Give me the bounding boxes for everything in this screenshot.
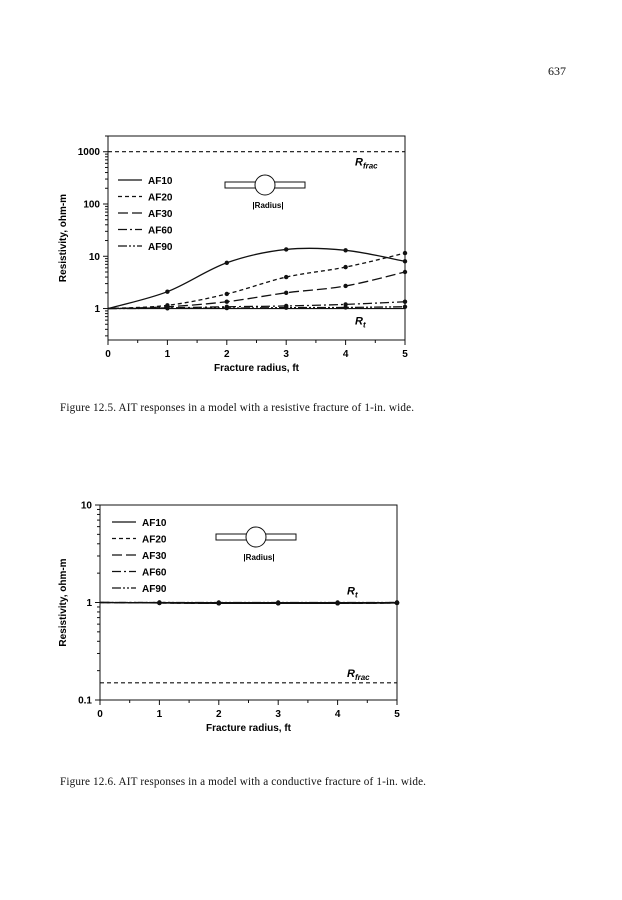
x-tick-label: 0 bbox=[105, 349, 111, 360]
annotation-label-frac: $R_{frac}$ bbox=[355, 156, 378, 171]
legend-label-af60: AF60 bbox=[142, 567, 167, 579]
legend-label-af60: AF60 bbox=[148, 225, 173, 237]
x-tick-label: 1 bbox=[164, 349, 171, 360]
legend-label-af90: AF90 bbox=[148, 242, 173, 253]
data-point-af90 bbox=[276, 600, 280, 604]
x-tick-label: 3 bbox=[275, 709, 281, 720]
x-tick-label: 1 bbox=[156, 709, 163, 720]
x-tick-label: 0 bbox=[97, 709, 103, 720]
x-tick-label: 5 bbox=[402, 349, 408, 360]
y-tick-label: 1 bbox=[94, 304, 100, 316]
y-tick-label: 10 bbox=[80, 500, 92, 512]
x-tick-label: 4 bbox=[342, 349, 349, 360]
x-tick-label: 2 bbox=[216, 709, 222, 720]
x-axis-title: Fracture radius, ft bbox=[205, 723, 292, 734]
figure-12-5-caption: Figure 12.5. AIT responses in a model with a resistive fracture of 1-in. wide. bbox=[60, 402, 415, 414]
borehole-circle-icon bbox=[246, 527, 266, 547]
inset-radius-label: |Radius| bbox=[252, 201, 284, 210]
legend-label-af10: AF10 bbox=[148, 176, 173, 187]
legend-label-af20: AF20 bbox=[148, 192, 173, 204]
legend-label-af10: AF10 bbox=[142, 518, 167, 529]
y-tick-label: 0.1 bbox=[78, 695, 92, 707]
legend-label-af90: AF90 bbox=[142, 584, 167, 595]
legend-label-af30: AF30 bbox=[148, 209, 173, 220]
y-tick-label: 1000 bbox=[77, 147, 100, 159]
data-point-af90 bbox=[217, 600, 221, 604]
x-tick-label: 2 bbox=[224, 349, 230, 360]
x-tick-label: 3 bbox=[283, 349, 289, 360]
annotation-label-t: $R_t$ bbox=[347, 585, 358, 600]
legend-label-af30: AF30 bbox=[142, 551, 167, 562]
data-point-af90 bbox=[335, 600, 339, 604]
data-point-af90 bbox=[395, 600, 399, 604]
y-tick-label: 10 bbox=[88, 251, 100, 263]
inset-radius-label: |Radius| bbox=[243, 553, 275, 562]
figure-12-6-caption: Figure 12.6. AIT responses in a model with a conductive fracture of 1-in. wide. bbox=[60, 776, 427, 788]
legend-label-af20: AF20 bbox=[142, 534, 167, 546]
y-tick-label: 100 bbox=[83, 199, 100, 211]
data-point-af90 bbox=[157, 600, 161, 604]
y-axis-title: Resistivity, ohm-m bbox=[58, 193, 69, 283]
annotation-label-frac: $R_{frac}$ bbox=[347, 667, 370, 682]
annotation-label-t: $R_t$ bbox=[355, 315, 366, 330]
page-number: 637 bbox=[548, 64, 566, 78]
x-tick-label: 4 bbox=[334, 709, 341, 720]
y-axis-title: Resistivity, ohm-m bbox=[58, 558, 69, 647]
y-tick-label: 1 bbox=[86, 598, 92, 609]
x-tick-label: 5 bbox=[394, 709, 400, 720]
x-axis-title: Fracture radius, ft bbox=[213, 363, 300, 374]
